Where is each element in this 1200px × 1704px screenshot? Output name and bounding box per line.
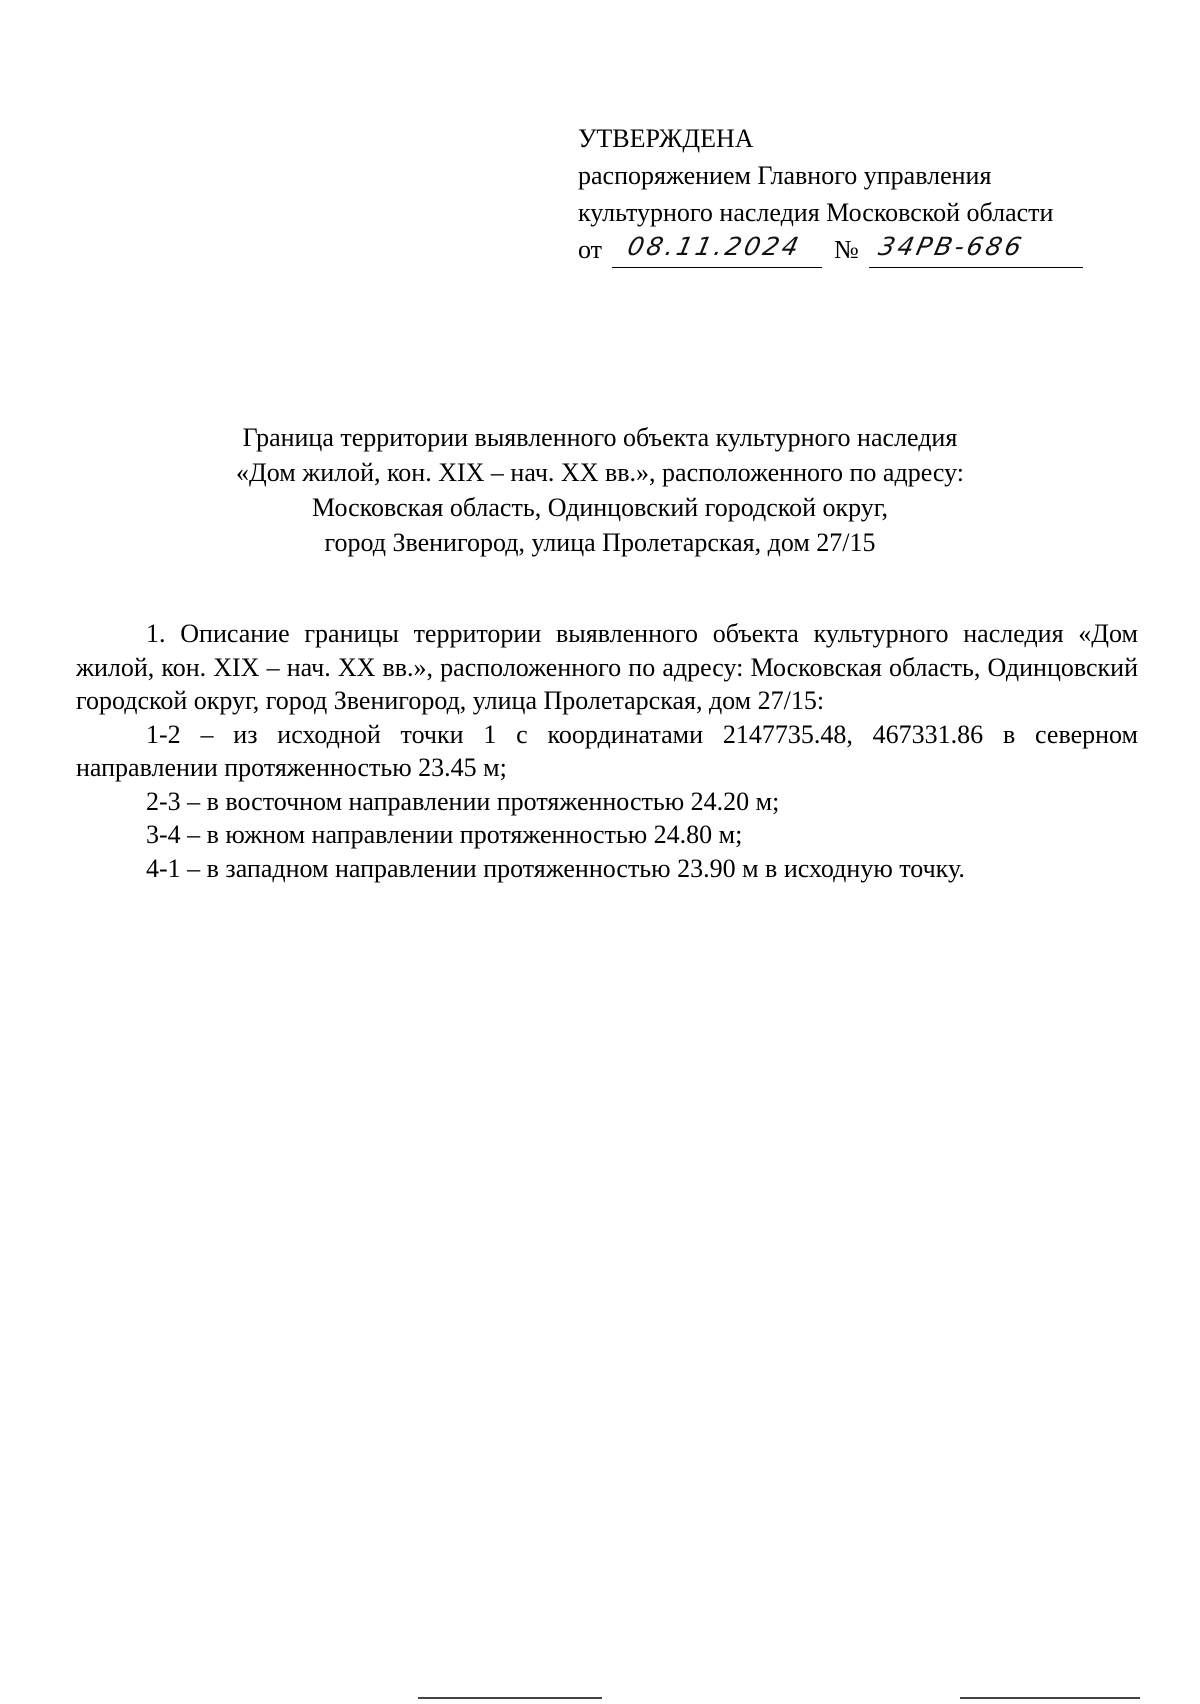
- approval-stamp-block: [578, 120, 1138, 268]
- approval-line-2: культурного наследия Московской области: [578, 198, 1054, 227]
- title-line-1: Граница территории выявленного объекта культурного наследия: [242, 423, 958, 452]
- title-line-4: город Звенигород, улица Пролетарская, дом 27/15: [324, 528, 876, 557]
- title-line-3: Московская область, Одинцовский городской округ,: [311, 493, 889, 522]
- segment-4-1: 4-1 – в западном направлении протяженностью 23.90 м в исходную точку.: [146, 853, 965, 883]
- handwritten-number: 34РВ-686: [875, 232, 1027, 261]
- approval-heading: УТВЕРЖДЕНА: [578, 124, 754, 153]
- number-label: №: [834, 235, 859, 264]
- intro-paragraph: 1. Описание границы территории выявленного объекта культурного наследия «Дом жилой, кон. XIX – нач. XX вв.», расположенного по адресу: Московская область, Одинцовский городской округ, город Звенигород, улица Пролетарская, дом 27/15:: [76, 619, 1138, 715]
- date-field: [612, 232, 822, 268]
- approval-line-1: распоряжением Главного управления: [578, 161, 992, 190]
- segment-3-4: 3-4 – в южном направлении протяженностью 24.80 м;: [146, 820, 743, 849]
- segment-2-3: 2-3 – в восточном направлении протяженностью 24.20 м;: [146, 786, 780, 816]
- approval-date-number-row: [578, 231, 1138, 268]
- document-title: [150, 420, 1050, 560]
- footer-divider-right: [960, 1697, 1140, 1699]
- footer-divider-left: [418, 1697, 602, 1699]
- segment-1-2: 1-2 – из исходной точки 1 с координатами 2147735.48, 467331.86 в северном направлении протяженностью 23.45 м;: [76, 719, 1138, 782]
- title-line-2: «Дом жилой, кон. XIX – нач. XX вв.», расположенного по адресу:: [236, 458, 964, 487]
- from-label: от: [578, 235, 603, 264]
- handwritten-date: 08.11.2024: [624, 232, 805, 261]
- number-field: [869, 232, 1083, 268]
- document-body: [76, 617, 1138, 885]
